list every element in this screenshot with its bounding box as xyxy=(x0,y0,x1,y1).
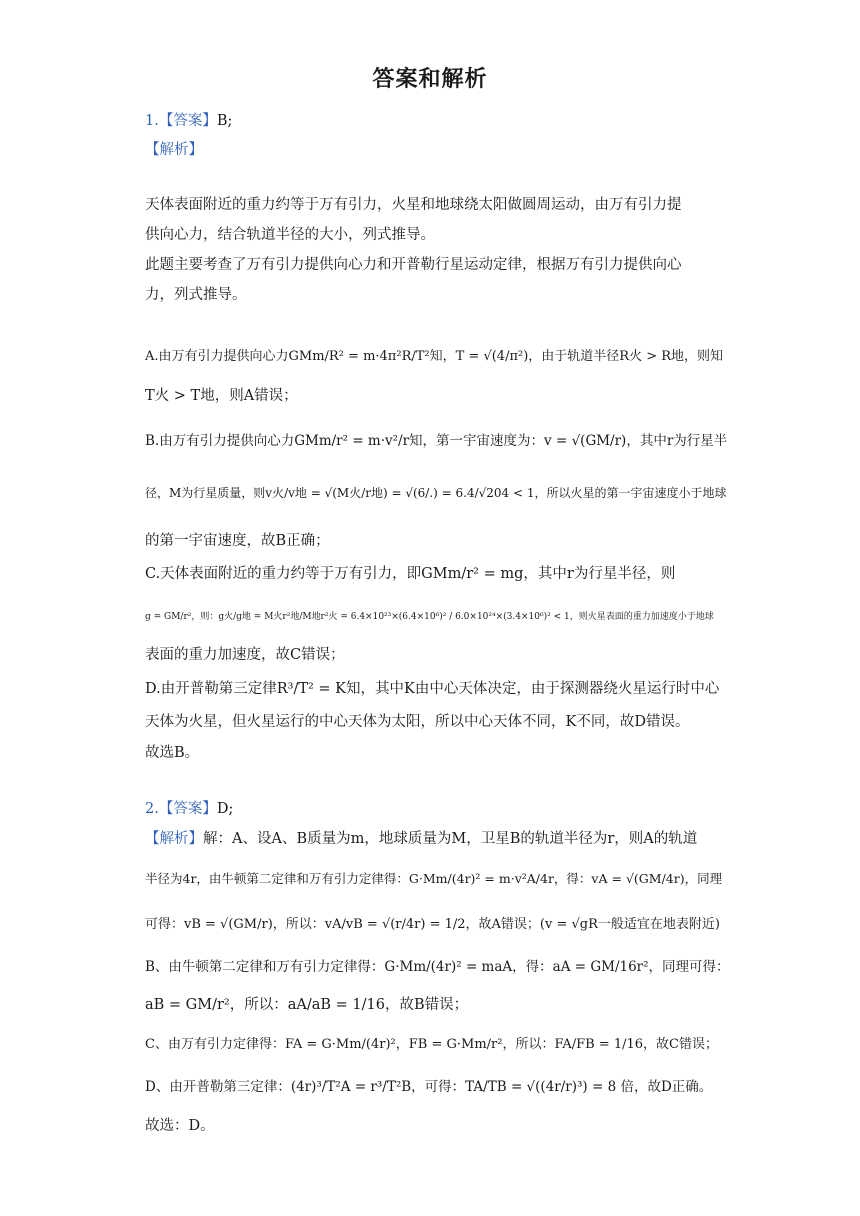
q2-line: aB = GM/r²，所以：aA/aB = 1/16，故B错误； xyxy=(145,997,469,1013)
q1-line: 天体表面附近的重力约等于万有引力，火星和地球绕太阳做圆周运动，由万有引力提 xyxy=(145,197,682,213)
q2-analysis-line xyxy=(145,828,730,850)
q2-analysis-tag: 【解析】 xyxy=(145,831,203,847)
q1-line: g = GM/r²，则：g火/g地 = M火r²地/M地r²火 = 6.4×10²³×(6.4×10⁶)² / 6.0×10²⁴×(3.4×10⁶)² < 1，则火星表面的重力加速度小于地球 xyxy=(145,612,714,622)
q1-line: 表面的重力加速度，故C错误； xyxy=(145,647,345,663)
q1-line: 径，M为行星质量，则v火/v地 = √(M火/r地) = √(6/.) = 6.4/√204 < 1，所以火星的第一宇宙速度小于地球 xyxy=(145,486,727,500)
q1-analysis-tag: 【解析】 xyxy=(145,142,203,158)
q2-line-option-d: D、由开普勒第三定律：(4r)³/T²A = r³/T²B，可得：TA/TB = √((4r/r)³) = 8 倍，故D正确。 xyxy=(145,1079,713,1095)
q1-line: 的第一宇宙速度，故B正确； xyxy=(145,533,330,549)
q1-answer-tag: 【答案】 xyxy=(158,113,217,129)
q1-line: T火 > T地，则A错误； xyxy=(145,388,298,404)
q2-conclusion: 故选：D。 xyxy=(145,1118,215,1134)
q1-line: 力，列式推导。 xyxy=(145,287,247,303)
q2-line-option-b: B、由牛顿第二定律和万有引力定律得：G·Mm/(4r)² = maA，得：aA = GM/16r²，同理可得： xyxy=(145,959,730,975)
q2-line-option-c: C、由万有引力定律得：FA = G·Mm/(4r)²，FB = G·Mm/r²，所以：FA/FB = 1/16，故C错误； xyxy=(145,1037,718,1052)
q1-line-option-b: B.由万有引力提供向心力GMm/r² = m·v²/r知，第一宇宙速度为：v = √(GM/r)，其中r为行星半 xyxy=(145,433,728,449)
q1-line-option-c: C.天体表面附近的重力约等于万有引力，即GMm/r² = mg，其中r为行星半径，则 xyxy=(145,566,676,582)
q2-answer-line xyxy=(145,798,730,820)
q1-line: 此题主要考查了万有引力提供向心力和开普勒行星运动定律，根据万有引力提供向心 xyxy=(145,257,682,273)
q1-line: 供向心力，结合轨道半径的大小，列式推导。 xyxy=(145,227,435,243)
q2-answer-value: D; xyxy=(216,801,234,817)
page-title: 答案和解析 xyxy=(372,66,488,92)
q1-line: 天体为火星，但火星运行的中心天体为太阳，所以中心天体不同，K不同，故D错误。 xyxy=(145,714,690,730)
q2-line: 可得：vB = √(GM/r)，所以：vA/vB = √(r/4r) = 1/2，故A错误；(v = √gR一般适宜在地表附近) xyxy=(145,917,720,932)
q2-line: 半径为4r，由牛顿第二定律和万有引力定律得：G·Mm/(4r)² = m·v²A/4r，得：vA = √(GM/4r)，同理 xyxy=(145,871,723,886)
q2-number: 2. xyxy=(145,801,159,817)
q1-answer-line xyxy=(145,110,730,132)
q1-answer-value: B; xyxy=(216,113,233,129)
q1-line-option-d: D.由开普勒第三定律R³/T² = K知，其中K由中心天体决定，由于探测器绕火星运行时中心 xyxy=(145,681,720,697)
q2-first-line: 解：A、设A、B质量为m，地球质量为M，卫星B的轨道半径为r，则A的轨道 xyxy=(203,831,698,847)
q1-line-option-a: A.由万有引力提供向心力GMm/R² = m·4π²R/T²知，T = √(4/π²)，由于轨道半径R火 > R地，则知 xyxy=(145,349,724,364)
q2-answer-tag: 【答案】 xyxy=(158,801,217,817)
q1-conclusion: 故选B。 xyxy=(145,745,200,761)
q1-number: 1. xyxy=(145,113,159,129)
